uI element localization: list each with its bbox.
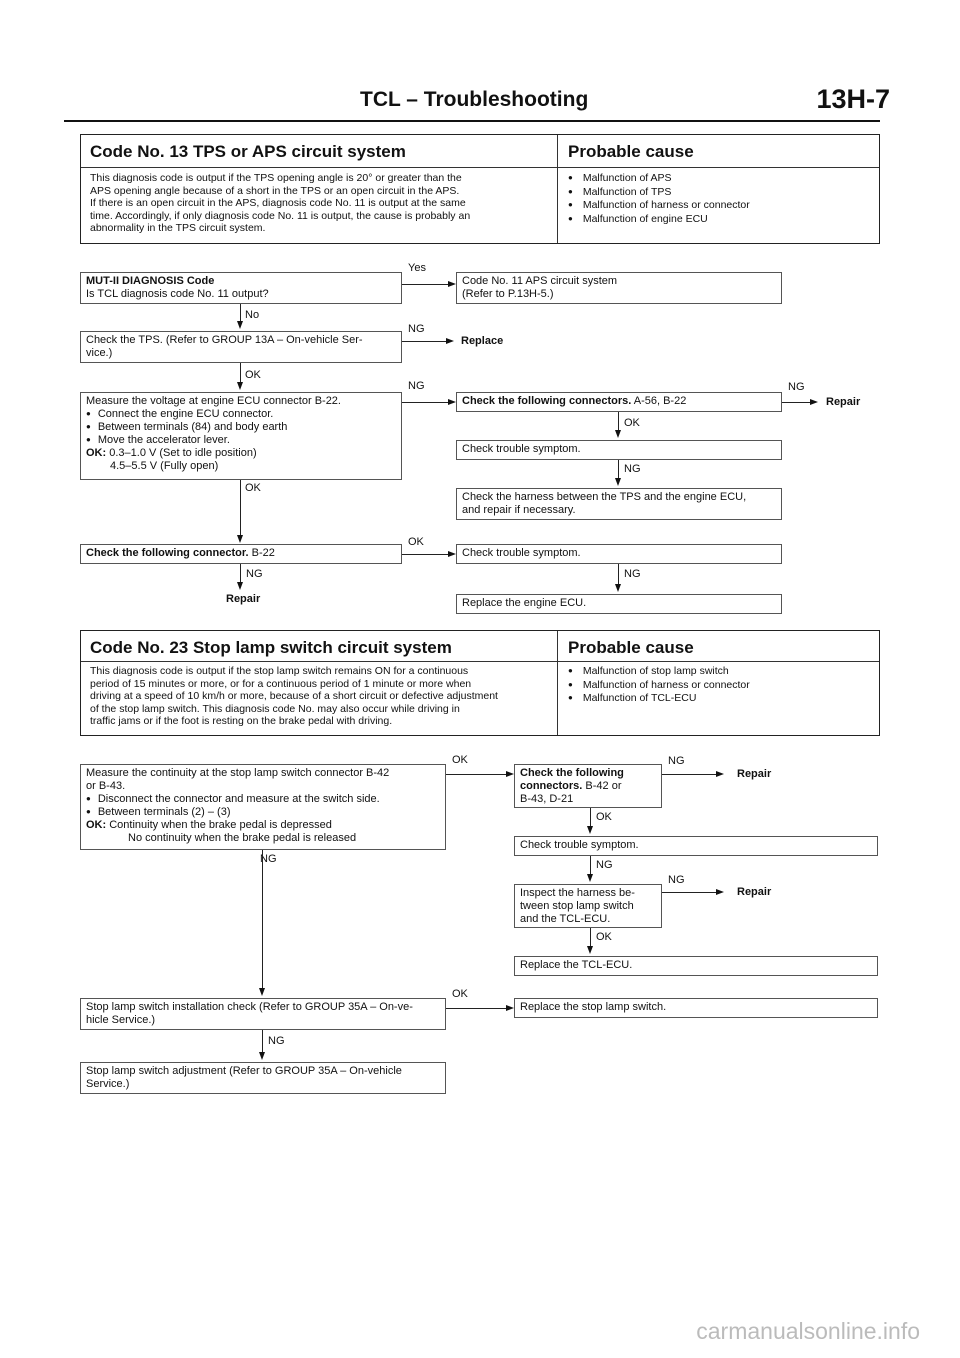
list-item: ● Malfunction of TPS <box>568 186 750 200</box>
repair-label: Repair <box>826 396 861 408</box>
arrow-right-icon <box>810 399 818 405</box>
connector-line <box>402 402 448 403</box>
arrow-down-icon <box>259 1052 265 1060</box>
arrow-down-icon <box>237 321 243 329</box>
measure-voltage-box: Measure the voltage at engine ECU connector B-22. ● Connect the engine ECU connector. ● Between terminals (84) and body earth ● Move the accelerator lever. OK: 0.3–1.0 V (Set to idle position) 4.5–5.5 V (Fully open) <box>80 392 402 480</box>
check-harness-box: Check the harness between the TPS and the engine ECU, and repair if necessary. <box>456 488 782 520</box>
divider <box>557 135 558 243</box>
divider <box>81 661 879 662</box>
connector-line <box>618 564 619 586</box>
check-connectors-box: Check the following connectors. A-56, B-22 <box>456 392 782 412</box>
code-23-box <box>80 630 880 736</box>
arrow-down-icon <box>587 946 593 954</box>
replace-switch-box: Replace the stop lamp switch. <box>514 998 878 1018</box>
no-label: No <box>245 309 260 321</box>
check-connector-b22-box: Check the following connector. B-22 <box>80 544 402 564</box>
code-23-title: Code No. 23 Stop lamp switch circuit system <box>90 638 452 657</box>
arrow-down-icon <box>237 582 243 590</box>
ok-label: OK <box>245 482 261 494</box>
code-13-description: This diagnosis code is output if the TPS opening angle is 20° or greater than the APS opening angle because of a short in the TPS or an open circuit in the APS. If there is an open circuit in the APS, diagnosis code No. 11 is output at the same time. Accordingly, if only diagnosis code No. 11 is output, the cause is probably an abnormality in the TPS circuit system. <box>90 172 471 235</box>
arrow-right-icon <box>506 771 514 777</box>
ok-label: OK <box>408 536 424 548</box>
code-13-cause-title: Probable cause <box>568 142 694 161</box>
arrow-down-icon <box>587 874 593 882</box>
connector-line <box>240 480 241 536</box>
repair-label: Repair <box>226 593 261 605</box>
ok-label: OK <box>452 754 468 766</box>
connector-line <box>618 412 619 432</box>
code-13-title: Code No. 13 TPS or APS circuit system <box>90 142 406 161</box>
connector-line <box>402 341 446 342</box>
connector-line <box>262 850 263 990</box>
arrow-down-icon <box>237 382 243 390</box>
check-trouble-box: Check trouble symptom. <box>456 440 782 460</box>
arrow-down-icon <box>587 826 593 834</box>
list-item: ● Malfunction of engine ECU <box>568 213 750 227</box>
repair-label: Repair <box>737 886 772 898</box>
arrow-right-icon <box>716 889 724 895</box>
switch-adjustment-box: Stop lamp switch adjustment (Refer to GROUP 35A – On-vehicle Service.) <box>80 1062 446 1094</box>
header-rule <box>64 120 880 122</box>
connector-line <box>662 892 716 893</box>
connector-line <box>446 1008 506 1009</box>
connector-line <box>240 363 241 383</box>
connector-line <box>446 774 506 775</box>
arrow-down-icon <box>615 584 621 592</box>
ng-label: NG <box>408 323 425 335</box>
list-item: ● Malfunction of stop lamp switch <box>568 665 750 679</box>
connector-line <box>240 304 241 322</box>
connector-line <box>240 564 241 584</box>
mut-diagnosis-box: MUT-II DIAGNOSIS Code Is TCL diagnosis code No. 11 output? <box>80 272 402 304</box>
arrow-right-icon <box>448 399 456 405</box>
connector-line <box>590 808 591 828</box>
ng-label: NG <box>788 381 805 393</box>
watermark: carmanualsonline.info <box>696 1318 920 1344</box>
connector-line <box>402 284 448 285</box>
code-23-cause-title: Probable cause <box>568 638 694 657</box>
page-number: 13H-7 <box>816 84 890 114</box>
ng-label: NG <box>624 568 641 580</box>
code-23-causes <box>568 665 750 706</box>
arrow-right-icon <box>446 338 454 344</box>
check-tps-box: Check the TPS. (Refer to GROUP 13A – On-vehicle Ser- vice.) <box>80 331 402 363</box>
ng-label: NG <box>624 463 641 475</box>
list-item: ● Malfunction of harness or connector <box>568 679 750 693</box>
code-13-causes <box>568 172 750 226</box>
divider <box>557 631 558 735</box>
ok-label: OK <box>596 811 612 823</box>
ng-label: NG <box>268 1035 285 1047</box>
inspect-harness-box: Inspect the harness be- tween stop lamp switch and the TCL-ECU. <box>514 884 662 928</box>
yes-label: Yes <box>408 262 426 274</box>
connector-line <box>590 856 591 876</box>
arrow-right-icon <box>716 771 724 777</box>
replace-engine-ecu-box: Replace the engine ECU. <box>456 594 782 614</box>
ng-label: NG <box>408 380 425 392</box>
connector-line <box>262 1030 263 1054</box>
switch-installation-box: Stop lamp switch installation check (Refer to GROUP 35A – On-ve- hicle Service.) <box>80 998 446 1030</box>
arrow-down-icon <box>259 988 265 996</box>
connector-line <box>590 928 591 948</box>
check-trouble-box-2: Check trouble symptom. <box>456 544 782 564</box>
connector-line <box>662 774 716 775</box>
connector-line <box>618 460 619 480</box>
ok-label: OK <box>452 988 468 1000</box>
replace-label: Replace <box>461 335 504 347</box>
divider <box>81 167 879 168</box>
page-title: TCL – Troubleshooting <box>360 88 589 111</box>
arrow-right-icon <box>448 281 456 287</box>
arrow-down-icon <box>615 430 621 438</box>
connector-line <box>782 402 810 403</box>
check-connectors-box-2: Check the following connectors. B-42 or B-43, D-21 <box>514 764 662 808</box>
ok-label: OK <box>245 369 261 381</box>
aps-circuit-box: Code No. 11 APS circuit system (Refer to P.13H-5.) <box>456 272 782 304</box>
ng-label: NG <box>668 874 685 886</box>
code-13-box <box>80 134 880 244</box>
ng-label: NG <box>596 859 613 871</box>
ok-label: OK <box>624 417 640 429</box>
code-23-description: This diagnosis code is output if the stop lamp switch remains ON for a continuous period of 15 minutes or more, or for a continuous period of 1 minute or more when driving at a speed of 10 km/h or more, because of a short circuit or defective adjustment of the stop lamp switch. This diagnosis code No. may also occur while driving in traffic jams or if the foot is resting on the brake pedal with driving. <box>90 665 498 728</box>
arrow-right-icon <box>448 551 456 557</box>
list-item: ● Malfunction of TCL-ECU <box>568 692 750 706</box>
list-item: ● Malfunction of harness or connector <box>568 199 750 213</box>
connector-line <box>402 554 448 555</box>
ng-label: NG <box>246 568 263 580</box>
check-trouble-box-3: Check trouble symptom. <box>514 836 878 856</box>
ok-label: OK <box>596 931 612 943</box>
ng-label: NG <box>260 853 277 865</box>
arrow-down-icon <box>237 535 243 543</box>
ng-label: NG <box>668 755 685 767</box>
replace-tcl-ecu-box: Replace the TCL-ECU. <box>514 956 878 976</box>
list-item: ● Malfunction of APS <box>568 172 750 186</box>
arrow-down-icon <box>615 478 621 486</box>
arrow-right-icon <box>506 1005 514 1011</box>
repair-label: Repair <box>737 768 772 780</box>
measure-continuity-box: Measure the continuity at the stop lamp switch connector B-42 or B-43. ● Disconnect the connector and measure at the switch side. ● Between terminals (2) – (3) OK: Continuity when the brake pedal is depressed No continuity when the brake pedal is released <box>80 764 446 850</box>
